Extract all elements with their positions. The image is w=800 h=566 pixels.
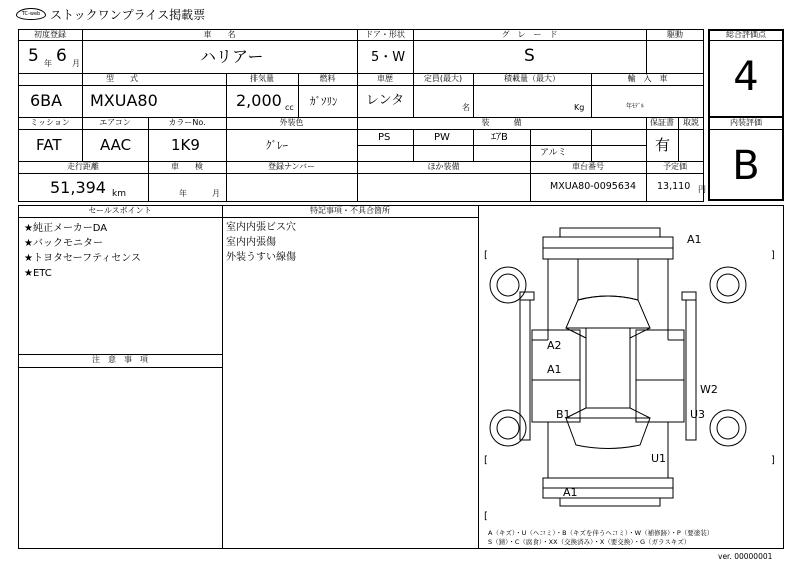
color-no-value: 1K9 [171,136,200,154]
label-manual: 取説 [683,118,699,127]
inspection-year-unit: 年 [179,189,187,198]
label-warranty: 保証書 [650,118,674,127]
damage-mark-w2: W2 [700,383,718,396]
label-aircon: エアコン [99,118,131,127]
notes-title: 特記事項・不具合箇所 [310,206,390,215]
first-reg-month-unit: 月 [72,59,80,68]
model-value: MXUA80 [90,91,158,110]
total-score-value: 4 [733,54,759,100]
door-body-value: 5・W [371,50,406,65]
first-reg-year-unit: 年 [44,59,52,68]
equip-alloy-wheels: アルミ [540,148,567,158]
capacity-unit: 名 [462,103,470,112]
equip-ps: PS [378,132,391,143]
list-item: 室内内張傷 [226,237,276,248]
list-item: ★純正メーカーDA [24,223,108,234]
label-equipment: 装 備 [481,118,522,127]
first-reg-year: 5 [28,46,39,66]
label-inspection: 車 検 [171,162,203,171]
label-load: 積載量（最大） [504,74,560,83]
list-item: ★バックモニター [24,238,103,249]
bracket-left-top: [ [484,250,488,261]
label-total-score: 総合評価点 [726,30,766,39]
label-displacement: 排気量 [250,74,274,83]
damage-mark-a1-top: A1 [687,233,702,246]
equip-pw: PW [434,132,450,143]
version-label: ver. 00000001 [718,552,773,561]
history-value: レンタ [366,93,405,108]
warranty-value: 有 [655,136,671,154]
model-prefix-value: 6BA [30,91,63,110]
label-door-body: ドア・形状 [365,30,405,39]
aircon-value: AAC [100,136,132,154]
mileage-value: 51,394 [50,178,106,197]
label-first-registration: 初度登録 [34,30,66,39]
exterior-color-value: ｸﾞﾚｰ [266,139,288,152]
label-mileage: 走行距離 [67,162,99,171]
damage-mark-a2: A2 [547,339,562,352]
fuel-value: ｶﾞｿﾘﾝ [310,95,338,108]
logo-text: TC-web [21,11,41,17]
model-year-unit: 年ﾓﾃﾞﾙ [626,103,645,110]
label-grade: グ レ ー ド [501,30,558,39]
list-item: 外装うすい線傷 [226,252,296,263]
load-unit: Kg [574,103,585,112]
displacement-unit: cc [285,103,294,112]
mission-value: FAT [36,136,62,154]
list-item: 室内内張ビス穴 [226,222,296,233]
bracket-right-bottom: ] [771,455,775,466]
damage-mark-u3: U3 [690,408,706,421]
label-fuel: 燃料 [319,74,336,83]
list-item: ★トヨタセーフティセンス [24,253,141,264]
label-interior-score: 内装評価 [730,118,762,127]
inspection-month-unit: 月 [212,189,220,198]
label-history: 車歴 [377,74,393,83]
label-color-no: カラーNo. [168,118,206,127]
label-drive: 駆動 [667,30,683,39]
bracket-bottom: [ [484,511,488,522]
damage-mark-u1: U1 [651,452,667,465]
label-car-name: 車 名 [203,30,236,39]
car-name-value: ハリアー [200,47,264,66]
caution-title: 注 意 事 項 [92,355,148,364]
label-price: 予定価 [663,162,687,171]
price-value: 13,110 [657,181,691,192]
label-exterior-color: 外装色 [279,118,304,127]
label-other-equipment: ほか装備 [427,162,460,171]
label-chassis: 車台番号 [572,162,604,171]
label-plate: 登録ナンバー [267,162,316,171]
equip-airbag: ｴｱB [491,132,508,143]
list-item: ★ETC [24,268,52,279]
damage-mark-a1-mid: A1 [547,363,562,376]
sales-points-title: セールスポイント [88,206,152,215]
document-title: ストックワンプライス掲載票 [50,8,206,22]
first-reg-month: 6 [56,46,67,66]
legend-line-2: S（錆）・C（腐食）・XX（交換済み）・X（要交換）・G（ガラスキズ） [488,538,691,546]
legend-line-1: A（キズ）・U（ヘコミ）・B（キズを伴うヘコミ）・W（補修跡）・P（要塗装） [488,529,714,537]
mileage-unit: km [112,189,126,199]
interior-score-value: B [732,143,760,189]
grade-value: S [524,46,535,66]
label-capacity: 定員(最大) [423,74,463,83]
price-unit: 円 [698,185,706,194]
label-import: 輸 入 車 [627,74,668,83]
bracket-right-top: ] [771,250,775,261]
damage-mark-a1-bottom: A1 [563,486,578,499]
chassis-number-value: MXUA80-0095634 [550,181,636,192]
damage-mark-b1: B1 [556,408,571,421]
label-mission: ミッション [30,118,70,127]
bracket-left-bottom: [ [484,455,488,466]
displacement-value: 2,000 [236,91,282,110]
label-model: 型 式 [106,74,138,83]
